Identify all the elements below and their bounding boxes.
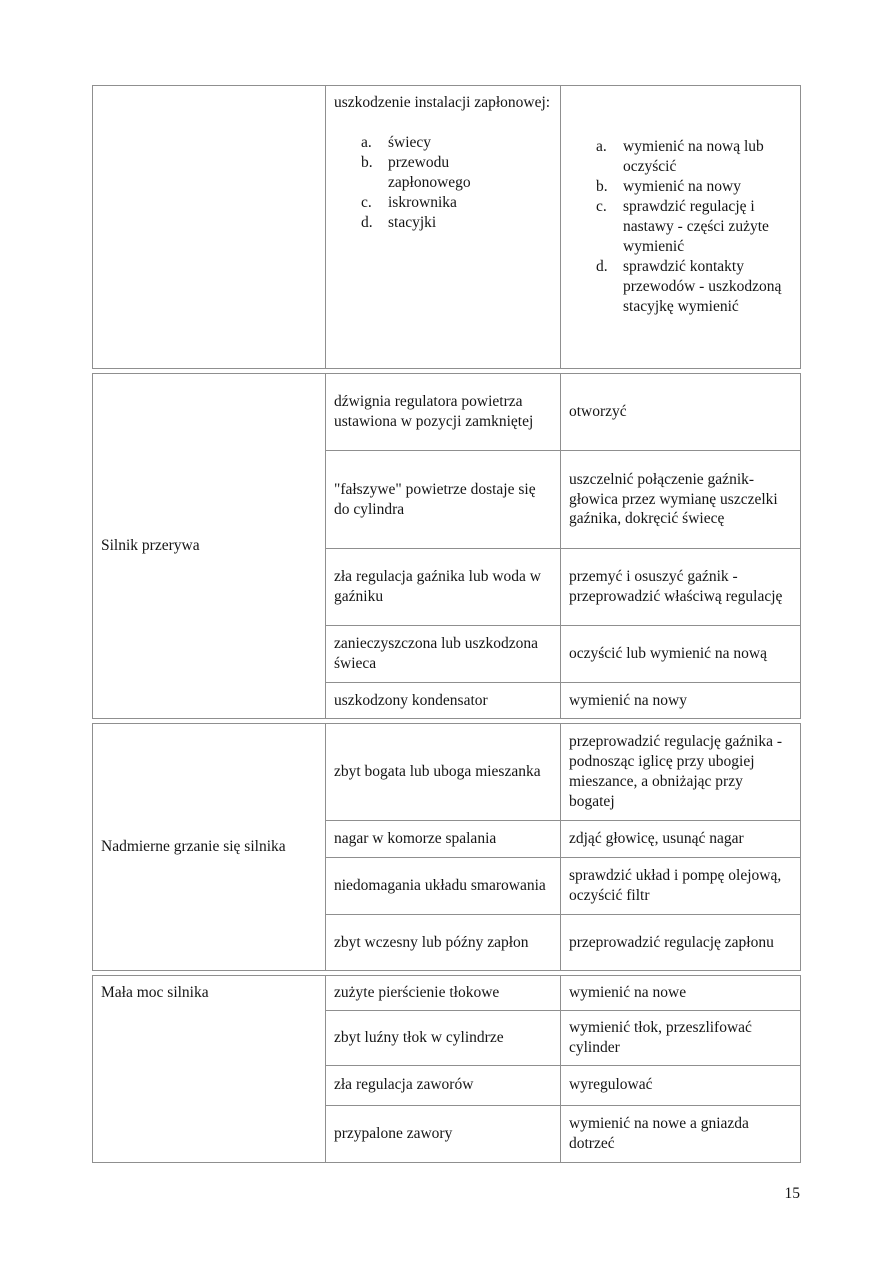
list-item-text: iskrownika <box>388 193 457 211</box>
list-letter: a. <box>361 133 372 151</box>
list-item <box>361 153 552 193</box>
list-item-text: wymienić na nowy <box>623 178 741 196</box>
list-item-text: przewodu zapłonowego <box>388 153 471 191</box>
remedy-cell: oczyścić lub wymienić na nową <box>561 626 801 683</box>
cause-cell: zużyte pierścienie tłokowe <box>326 976 561 1011</box>
list-letter: b. <box>596 178 608 196</box>
remedy-cell: przeprowadzić regulację gaźnika - podnosząc iglicę przy ubogiej mieszance, a obniżając przy bogatej <box>561 724 801 821</box>
cause-cell: zbyt bogata lub uboga mieszanka <box>326 724 561 821</box>
cause-cell: niedomagania układu smarowania <box>326 858 561 915</box>
problem-label: Mała moc silnika <box>101 984 209 1001</box>
problem-cell <box>93 374 326 719</box>
list-letter: d. <box>361 213 373 231</box>
cause-cell <box>326 86 561 369</box>
remedy-cell <box>561 86 801 369</box>
remedy-cell: wymienić tłok, przeszlifować cylinder <box>561 1011 801 1066</box>
table-section-3 <box>92 975 801 1163</box>
list-item-text: stacyjki <box>388 213 437 231</box>
fault-table <box>92 85 802 1167</box>
remedy-cell: zdjąć głowicę, usunąć nagar <box>561 821 801 858</box>
cause-cell: uszkodzony kondensator <box>326 683 561 719</box>
problem-label: Nadmierne grzanie się silnika <box>101 838 286 855</box>
list-item <box>596 137 792 177</box>
remedy-cell: wyregulować <box>561 1065 801 1105</box>
problem-label: Silnik przerywa <box>101 537 200 554</box>
lettered-list <box>596 137 792 317</box>
remedy-cell: otworzyć <box>561 374 801 451</box>
list-item <box>596 177 792 197</box>
list-item-text: świecy <box>388 133 432 151</box>
problem-cell <box>93 976 326 1163</box>
cause-cell: nagar w komorze spalania <box>326 821 561 858</box>
cause-cell: dźwignia regulatora powietrza ustawiona w pozycji zamkniętej <box>326 374 561 451</box>
list-letter: c. <box>596 198 607 216</box>
cause-cell: zła regulacja gaźnika lub woda w gaźniku <box>326 549 561 626</box>
list-letter: d. <box>596 257 608 275</box>
cause-intro: uszkodzenie instalacji zapłonowej: <box>334 94 551 111</box>
lettered-list <box>361 133 552 233</box>
list-item <box>361 193 552 213</box>
list-item <box>361 133 552 153</box>
table-row <box>93 976 801 1011</box>
table-section-2 <box>92 723 801 971</box>
remedy-cell: wymienić na nowe a gniazda dotrzeć <box>561 1105 801 1162</box>
list-item-text: wymienić na nową lub oczyścić <box>623 138 764 176</box>
table-row <box>93 374 801 451</box>
list-item <box>361 213 552 233</box>
list-item <box>596 197 792 257</box>
remedy-cell: wymienić na nowy <box>561 683 801 719</box>
table-section-1 <box>92 373 801 719</box>
table-row <box>93 86 801 369</box>
remedy-cell: przemyć i osuszyć gaźnik - przeprowadzić właściwą regulację <box>561 549 801 626</box>
list-item <box>596 257 792 317</box>
page-number: 15 <box>784 1185 800 1202</box>
cause-cell: "fałszywe" powietrze dostaje się do cylindra <box>326 451 561 549</box>
list-letter: a. <box>596 138 607 156</box>
remedy-cell: wymienić na nowe <box>561 976 801 1011</box>
cause-cell: zbyt wczesny lub późny zapłon <box>326 915 561 971</box>
problem-cell <box>93 86 326 369</box>
cause-cell: zła regulacja zaworów <box>326 1065 561 1105</box>
problem-cell <box>93 724 326 971</box>
cause-cell: zanieczyszczona lub uszkodzona świeca <box>326 626 561 683</box>
cause-cell: przypalone zawory <box>326 1105 561 1162</box>
list-letter: c. <box>361 193 372 211</box>
cause-cell: zbyt luźny tłok w cylindrze <box>326 1011 561 1066</box>
remedy-cell: przeprowadzić regulację zapłonu <box>561 915 801 971</box>
list-item-text: sprawdzić kontakty przewodów - uszkodzoną stacyjkę wymienić <box>623 257 782 315</box>
list-letter: b. <box>361 153 373 171</box>
table-row <box>93 724 801 821</box>
table-section-0 <box>92 85 801 369</box>
remedy-cell: sprawdzić układ i pompę olejową, oczyścić filtr <box>561 858 801 915</box>
list-item-text: sprawdzić regulację i nastawy - części zużyte wymienić <box>623 198 769 255</box>
remedy-cell: uszczelnić połączenie gaźnik-głowica przez wymianę uszczelki gaźnika, dokręcić świecę <box>561 451 801 549</box>
